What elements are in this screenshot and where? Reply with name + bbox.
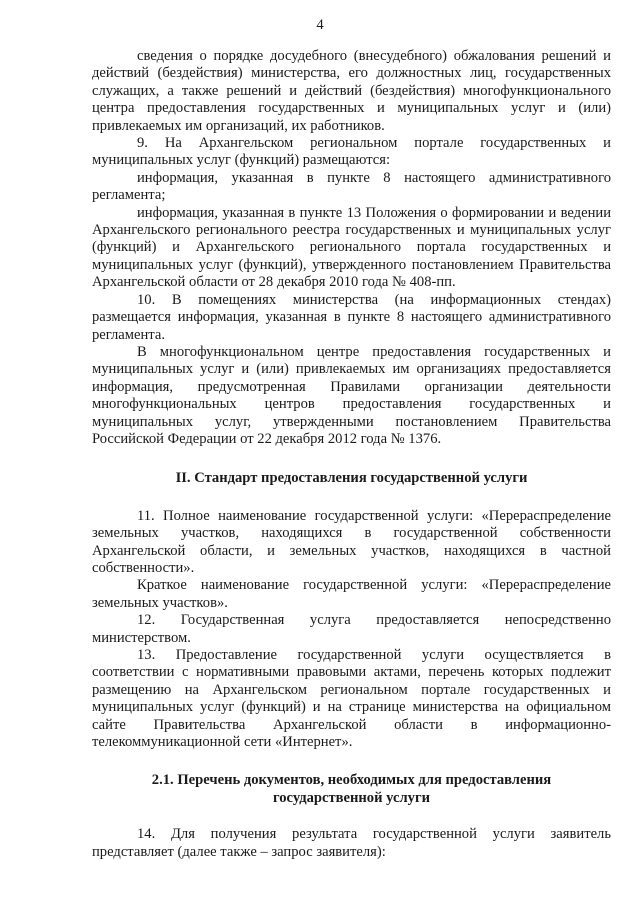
section-heading: II. Стандарт предоставления государственной услуги bbox=[175, 470, 528, 487]
paragraph-10-mfc: В многофункциональном центре предоставления государственных и муниципальных услуг и (или) привлекаемых им организациях предоставляется информация, предусмотренная Правилами организации деятельности многофункциональных центров предоставления государственных и муниципальных услуг, утвержденными постановлением Правительства Российской Федерации от 22 декабря 2012 года № 1376. bbox=[92, 343, 611, 447]
paragraph-13: 13. Предоставление государственной услуги осуществляется в соответствии с нормативными правовыми актами, перечень которых подлежит размещению на Архангельском региональном портале государственных и муниципальных услуг (функций) и на странице министерства на официальном сайте Правительства Архангельской области в информационно-телекоммуникационной сети «Интернет». bbox=[92, 647, 611, 751]
paragraph-10: 10. В помещениях министерства (на информационных стендах) размещается информация, указанная в пункте 8 настоящего административного регламента. bbox=[92, 291, 611, 343]
paragraph-14: 14. Для получения результата государственной услуги заявитель представляет (далее также – запрос заявителя): bbox=[92, 826, 611, 860]
paragraph-appeal-info: сведения о порядке досудебного (внесудебного) обжалования решений и действий (бездействия) министерства, его должностных лиц, государственных служащих, а также решений и действий (бездействия) многофункционального центра предоставления государственных и муниципальных услуг и (или) привлекаемых им организаций, их работников. bbox=[92, 48, 611, 134]
subsection-heading-line-1: 2.1. Перечень документов, необходимых для предоставления bbox=[151, 772, 552, 789]
paragraph-9-item-2: информация, указанная в пункте 13 Положения о формировании и ведении Архангельского регионального реестра государственных и муниципальных услуг (функций) и Архангельского регионального портала государственных и муниципальных услуг (функций), утвержденного постановлением Правительства Архангельской области от 28 декабря 2010 года № 408-пп. bbox=[92, 204, 611, 291]
subsection-heading-line-2: государственной услуги bbox=[272, 789, 431, 806]
paragraph-11-short-name: Краткое наименование государственной услуги: «Перераспределение земельных участков». bbox=[92, 577, 611, 611]
paragraph-12: 12. Государственная услуга предоставляется непосредственно министерством. bbox=[92, 612, 611, 646]
paragraph-9-item-1: информация, указанная в пункте 8 настоящего административного регламента; bbox=[92, 169, 611, 204]
paragraph-9: 9. На Архангельском региональном портале государственных и муниципальных услуг (функций) размещаются: bbox=[92, 135, 611, 169]
paragraph-11: 11. Полное наименование государственной услуги: «Перераспределение земельных участков, находящихся в государственной собственности Архангельской области, и земельных участков, находящихся в частной собственности». bbox=[92, 507, 611, 576]
page-number: 4 bbox=[316, 17, 324, 33]
document-body bbox=[92, 48, 611, 861]
